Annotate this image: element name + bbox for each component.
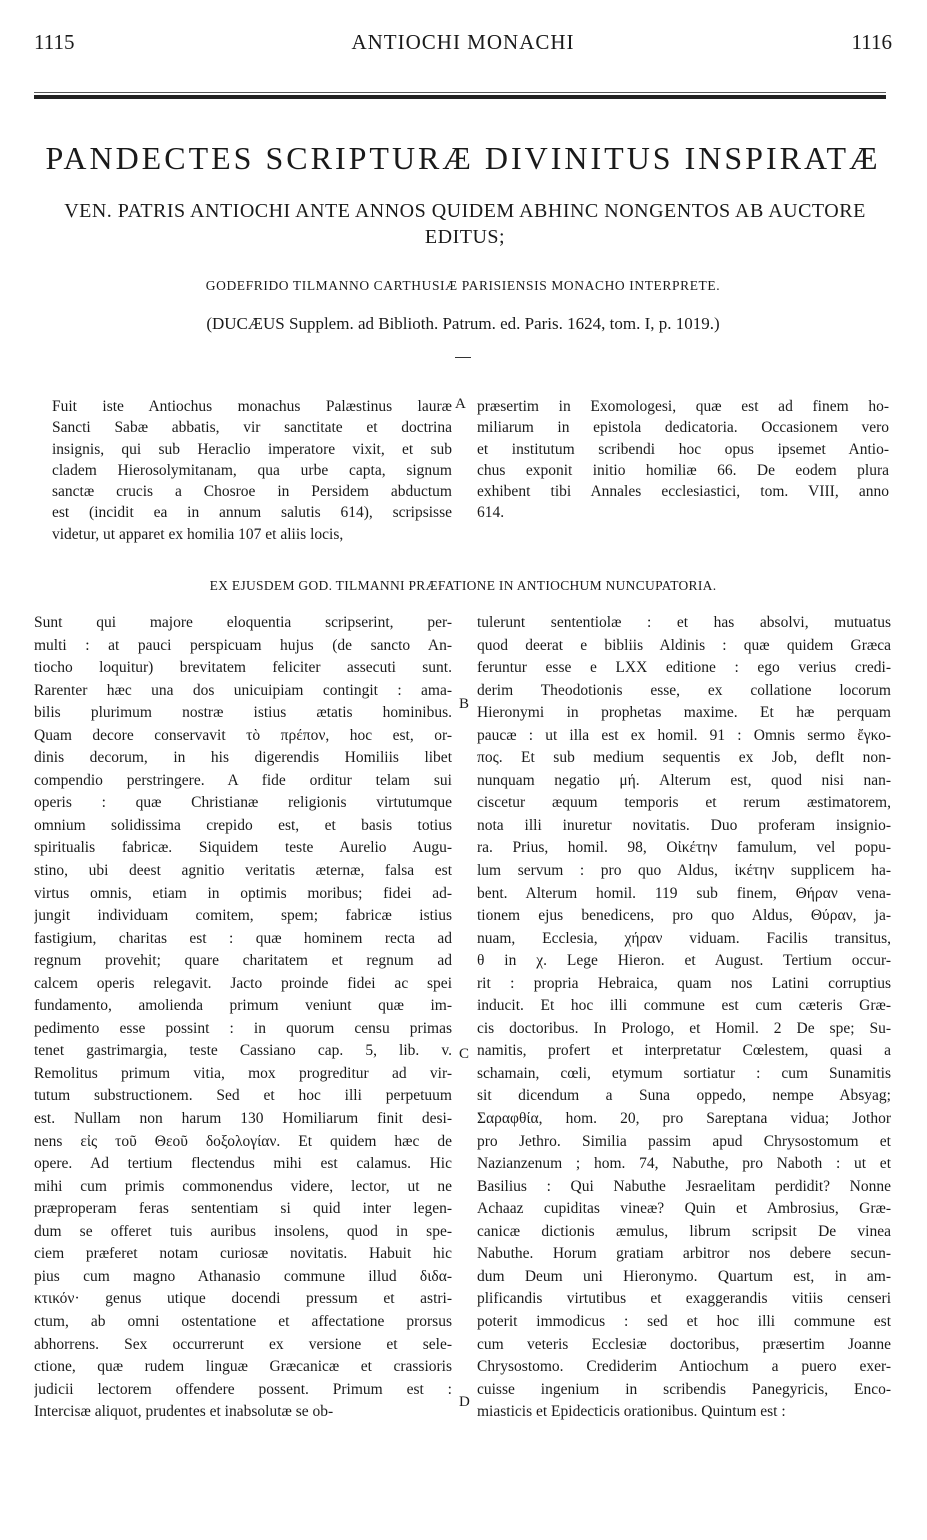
text-line: ciem præferet notam curiosæ novitatis. Habuit hic <box>34 1245 452 1263</box>
text-line: miasticis et Epidecticis orationibus. Quintum est : <box>477 1403 786 1421</box>
text-line: opere. Ad tertium flectendus mihi est calamus. Hic <box>34 1155 452 1173</box>
text-line: nens εἰς τοῦ Θεοῦ δοξολογίαν. Et quidem hæc de <box>34 1132 452 1150</box>
text-line: insignis, qui sub Heraclio imperatore vixit, et sub <box>52 440 452 458</box>
text-line: stino, ubi deest agnitio veritatis æternæ, falsa est <box>34 862 452 880</box>
body-right-column <box>477 612 891 1424</box>
text-line: chus exponit initio homiliæ 66. De eodem plura <box>477 461 889 479</box>
text-line: Fuit iste Antiochus monachus Palæstinus lauræ <box>52 398 452 415</box>
text-line: virtus omnis, etiam in optimis moribus; fidei ad- <box>34 884 452 902</box>
text-line: tionem ejus benedicens, pro quo Aldus, Θύραν, ja- <box>477 907 891 925</box>
text-line: Rarenter hæc una dos unicuipiam contingit : ama- <box>34 681 452 699</box>
text-line: 614. <box>477 504 505 522</box>
text-line: fundamento, amolienda primum veniunt quæ im- <box>34 997 452 1015</box>
text-line: compendio perstringere. A fide orditur telam sui <box>34 771 452 789</box>
text-line: miliarum in epistola dedicatoria. Occasionem vero <box>477 419 889 437</box>
text-line: bilis plurimum nostræ istius ætatis hominibus. <box>34 704 452 722</box>
separator-dash <box>455 357 471 358</box>
text-line: pedimento esse possint : in quorum censu primas <box>34 1019 452 1037</box>
text-line: cladem Hierosolymitanam, qua urbe capta, signum <box>52 461 452 479</box>
page-number-right: 1116 <box>851 30 892 54</box>
text-line: θ in χ. Lege Hieron. et August. Tertium occur- <box>477 952 891 970</box>
text-line: Quam decore conservavit τὸ πρέπον, hoc est, or- <box>34 726 452 744</box>
text-line: πος. Et sub medium sequentis ex Job, deflt non- <box>477 749 891 767</box>
margin-marker-a: A <box>455 396 466 412</box>
text-line: feruntur esse e LXX editione : ego verius credi- <box>477 659 891 677</box>
page-number-left: 1115 <box>34 30 75 54</box>
text-line: tiocho loquitur) brevitatem feliciter assecuti sunt. <box>34 659 452 677</box>
text-line: sanctæ crucis a Chosroe in Persidem abductum <box>52 483 452 501</box>
text-line: sit dicendum a Suna oppedo, nempe Absyag; <box>477 1087 891 1105</box>
subtitle: VEN. PATRIS ANTIOCHI ANTE ANNOS QUIDEM ABHINC NONGENTOS AB AUCTORE EDITUS; <box>64 200 866 248</box>
text-line: quod deerat e bibliis Aldinis : quæ quidem Græca <box>477 636 891 654</box>
text-line: operis : quæ Christianæ religionis virtutumque <box>34 794 452 812</box>
running-header <box>34 30 892 60</box>
text-line: namitis, profert et interpretatur Cœlestem, quasi a <box>477 1042 891 1060</box>
text-line: pius cum magno Athanasio commune illud διδα- <box>34 1267 452 1285</box>
text-line: Intercisæ aliquot, prudentes et inabsolutæ se ob- <box>34 1403 334 1421</box>
margin-marker-b: B <box>459 696 470 712</box>
text-line: judicii lectorem offendere possent. Primum est : <box>34 1380 452 1398</box>
text-line: plificandis virtutibus et exaggerandis vitiis censeri <box>477 1290 891 1308</box>
text-line: paucæ : ut illa est ex homil. 91 : Omnis sermo ἔγκο- <box>477 726 891 744</box>
intro-right-column <box>477 396 889 524</box>
interpreter-line: GODEFRIDO TILMANNO CARTHUSIÆ PARISIENSIS MONACHO INTERPRETE. <box>205 278 721 293</box>
text-line: tenet gastrimargia, teste Cassiano cap. 5, lib. v. <box>34 1042 452 1060</box>
text-line: dum Deum uni Hieronymo. Quartum est, in am- <box>477 1267 891 1285</box>
text-line: Chrysostomo. Crediderim Antiochum a puero exer- <box>477 1358 891 1376</box>
text-line: derim Theodotionis esse, ex collatione locorum <box>477 681 891 699</box>
header-rule-thick <box>34 95 886 99</box>
text-line: jungit individuam comitem, spem; fabricæ istius <box>34 907 452 925</box>
text-line: cis doctoribus. In Prologo, et Homil. 2 De spe; Su- <box>477 1019 891 1037</box>
text-line: canicæ dictionis æmulus, librum scripsit De vinea <box>477 1222 891 1240</box>
text-line: exhibent tibi Annales ecclesiastici, tom. VIII, anno <box>477 483 889 501</box>
text-line: præproperam feras sententiam si quid inter legen- <box>34 1200 452 1218</box>
text-line: fastigium, charitas est : quæ hominem recta ad <box>34 929 452 947</box>
text-line: inducit. Et hoc illi commune est cum cæteris Græ- <box>477 997 891 1015</box>
text-line: ciscetur æquum temporis et rerum æstimatorem, <box>477 794 891 812</box>
text-line: spiritualis fabricæ. Siquidem teste Aurelio Augu- <box>34 839 452 857</box>
text-line: omnium solidissima crepido est, et basis totius <box>34 816 452 834</box>
text-line: Achaaz cupiditas vineæ? Quin et Ambrosius, Græ- <box>477 1200 891 1218</box>
text-line: nunquam negatio μή. Alterum est, quod nisi nan- <box>477 771 891 789</box>
text-line: Nabuthe. Horum gratiam arbitror nos debere secun- <box>477 1245 891 1263</box>
text-line: mihi cum primis commonendus videre, lector, ut ne <box>34 1177 452 1195</box>
text-line: Hieronymi in prophetas maxime. Et hæ perquam <box>477 704 891 722</box>
text-line: ctione, quæ rudem linguæ Græcanicæ et crassioris <box>34 1358 452 1376</box>
text-line: cum veteris Ecclesiæ doctoribus, præsertim Joanne <box>477 1335 891 1353</box>
text-line: nota illi inuretur novitatis. Duo proferam insignio- <box>477 816 891 834</box>
text-line: abhorrens. Sex occurrerunt ex versione et sele- <box>34 1335 452 1353</box>
text-line: cuisse ingenium in scribendis Panegyricis, Enco- <box>477 1380 891 1398</box>
text-line: et institutum scribendi hoc opus ipsemet Antio- <box>477 440 889 458</box>
text-line: poterit immodicus : sed et hoc illi commune est <box>477 1312 891 1330</box>
text-line: est. Nullam non harum 130 Homiliarum finit desi- <box>34 1110 452 1128</box>
text-line: videtur, ut apparet ex homilia 107 et aliis locis, <box>52 525 344 543</box>
section-heading: EX EJUSDEM GOD. TILMANNI PRÆFATIONE IN ANTIOCHUM NUNCUPATORIA. <box>209 578 717 593</box>
margin-marker-c: C <box>459 1046 470 1062</box>
margin-marker-d: D <box>459 1394 470 1410</box>
text-line: lum servum : pro quo Aldus, ἱκέτην supplicem ha- <box>477 862 891 880</box>
text-line: præsertim in Exomologesi, quæ est ad finem ho- <box>477 398 889 415</box>
main-title: PANDECTES SCRIPTURÆ DIVINITUS INSPIRATÆ <box>45 140 881 176</box>
text-line: tutum substructionem. Sed et hoc illi perpetuum <box>34 1087 452 1105</box>
text-line: nuam, Ecclesia, χήραν viduam. Facilis transitus, <box>477 929 891 947</box>
header-rule-thin <box>34 92 886 93</box>
text-line: Σαραφθία, hom. 20, pro Sareptana vidua; Jothor <box>477 1110 891 1128</box>
text-line: multi : at pauci perspicuam hujus (de sancto An- <box>34 636 452 654</box>
text-line: bent. Alterum homil. 119 sub finem, Θήραν vena- <box>477 884 891 902</box>
text-line: κτικόν· genus utique docendi pressum et astri- <box>34 1290 452 1308</box>
text-line: schamain, cœli, etymum sortiatur : cum Sunamitis <box>477 1064 891 1082</box>
text-line: Sancti Sabæ abbatis, vir sanctitate et doctrina <box>52 419 452 437</box>
body-left-column <box>34 612 452 1424</box>
text-line: Nazianzenum ; hom. 74, Nabuthe, pro Naboth : ut et <box>477 1155 891 1173</box>
text-line: est (incidit ea in annum salutis 614), scripsisse <box>52 504 452 522</box>
running-title: ANTIOCHI MONACHI <box>351 30 575 54</box>
text-line: ctum, ab omni ostentatione et affectatione prorsus <box>34 1312 452 1330</box>
text-line: Remolitus primum vitia, mox progreditur ad vir- <box>34 1064 452 1082</box>
text-line: ra. Prius, homil. 98, Οἰκέτην famulum, vel popu- <box>477 839 891 857</box>
text-line: rit : propria Hebraica, quam nos Latini corruptius <box>477 974 891 992</box>
source-citation: (DUCÆUS Supplem. ad Biblioth. Patrum. ed. Paris. 1624, tom. I, p. 1019.) <box>206 314 720 333</box>
text-line: Sunt qui majore eloquentia scripserint, per- <box>34 614 452 631</box>
text-line: dum se offeret tuis auribus insolens, quod in spe- <box>34 1222 452 1240</box>
text-line: pro Jethro. Similia passim apud Chrysostomum et <box>477 1132 891 1150</box>
text-line: tulerunt sententiolæ : et has absolvi, mutuatus <box>477 614 891 631</box>
intro-left-column <box>52 396 452 545</box>
text-line: regnum provehit; quare charitatem et regnum ad <box>34 952 452 970</box>
text-line: calcem operis relegavit. Jacto proinde fidei ac spei <box>34 974 452 992</box>
text-line: dinis decorum, in his digerendis Homiliis libet <box>34 749 452 767</box>
text-line: Basilius : Qui Nabuthe Jesraelitam perdidit? Nonne <box>477 1177 891 1195</box>
